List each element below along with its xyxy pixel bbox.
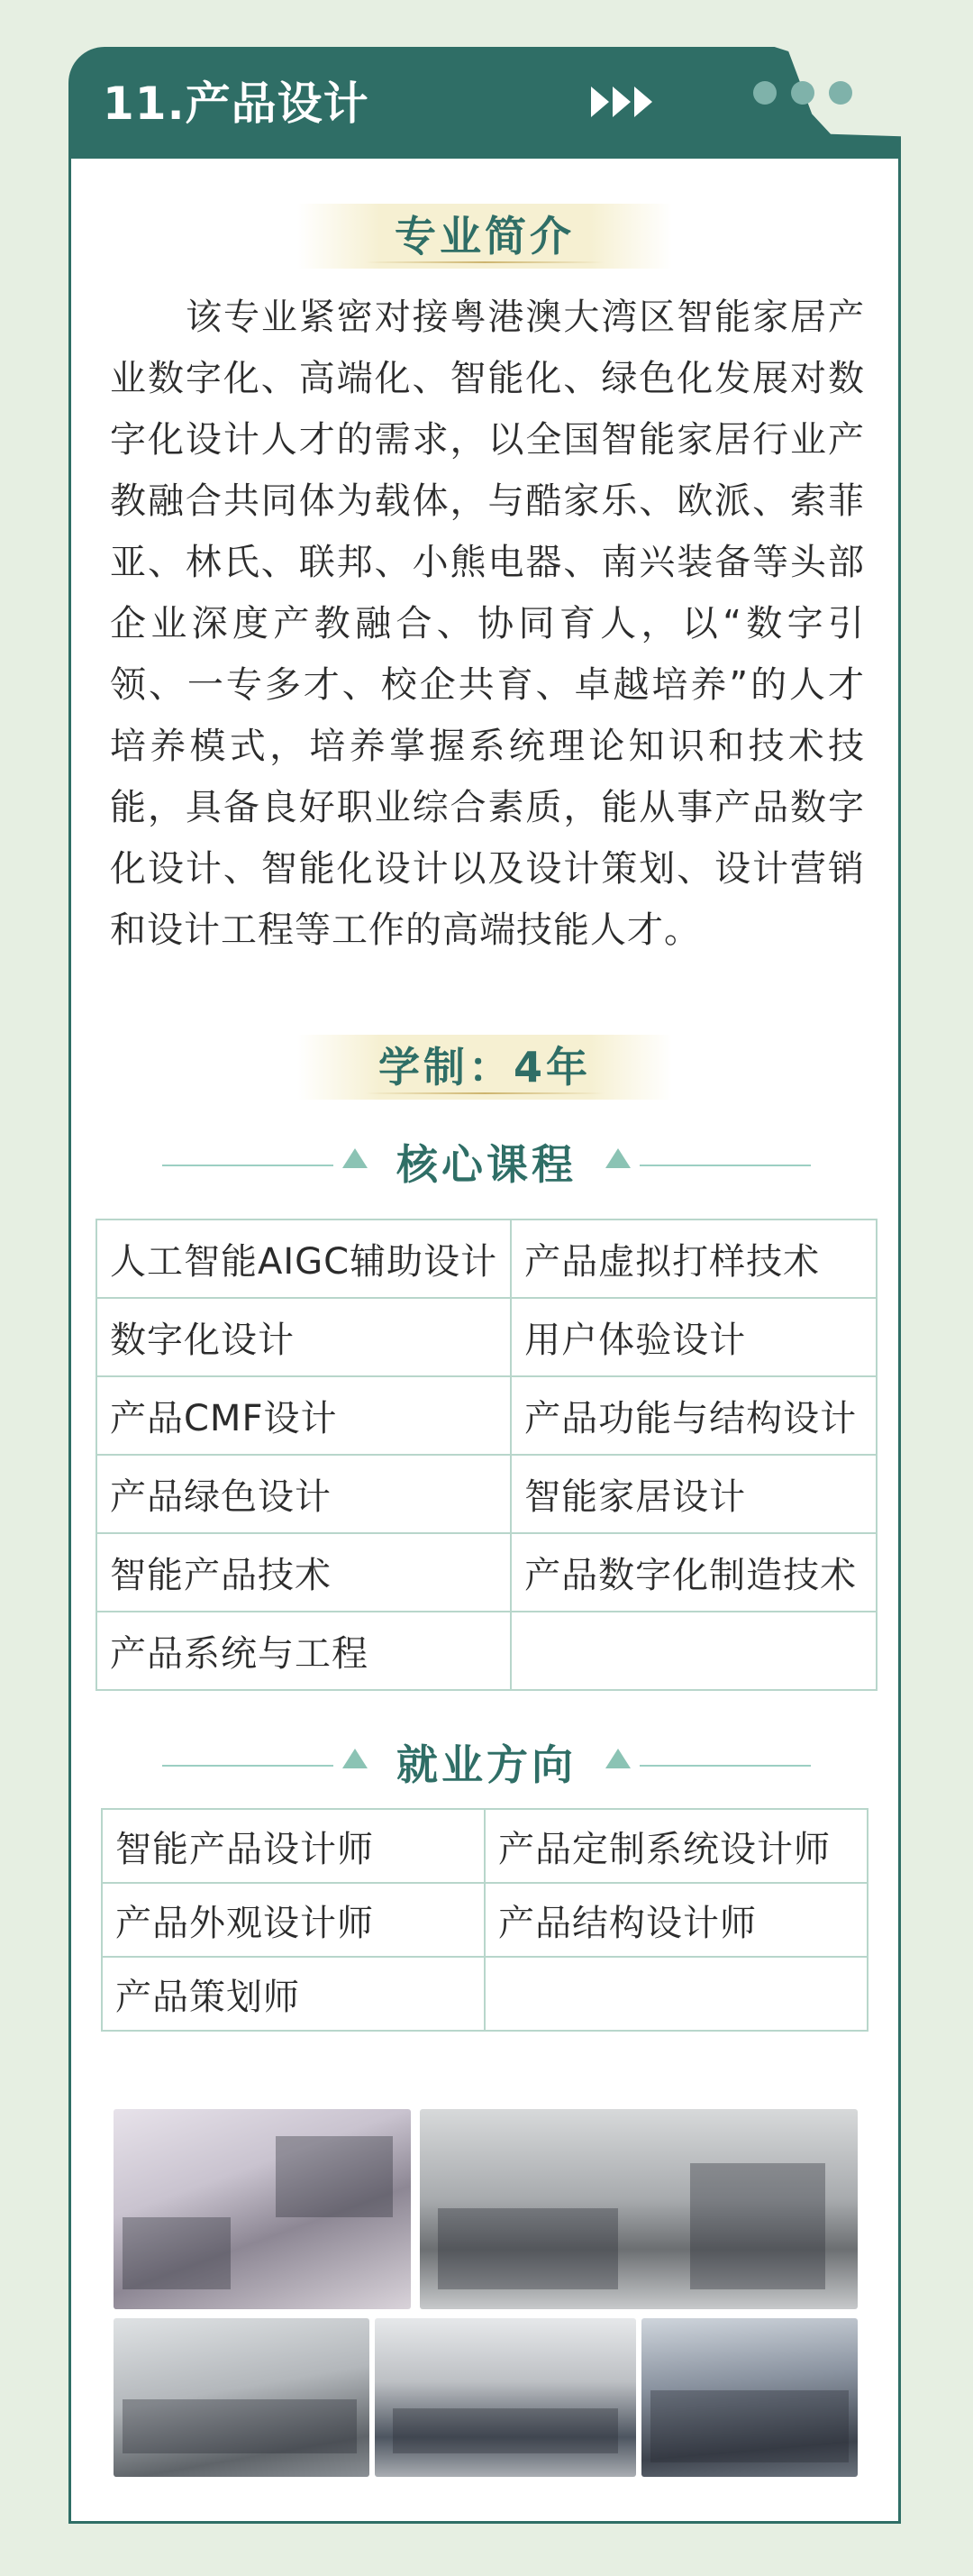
table-row — [96, 1376, 877, 1455]
arrow-right-icon — [591, 87, 609, 117]
course-cell: 智能产品技术 — [96, 1533, 511, 1612]
table-row — [102, 1883, 868, 1957]
dot-icon — [753, 81, 777, 105]
course-cell: 人工智能AIGC辅助设计 — [96, 1219, 511, 1298]
arrow-right-icon — [634, 87, 652, 117]
table-row — [96, 1612, 877, 1690]
triangle-icon — [605, 1749, 631, 1768]
triangle-icon — [605, 1148, 631, 1168]
photo-computer-lab — [114, 2318, 369, 2477]
duration-label: 学制：4年 — [297, 1035, 672, 1100]
table-row — [102, 1957, 868, 2031]
intro-heading: 专业简介 — [297, 204, 672, 269]
photo-classroom-collage — [114, 2109, 411, 2309]
job-cell — [485, 1957, 868, 2031]
dot-icon — [829, 81, 852, 105]
course-cell: 数字化设计 — [96, 1298, 511, 1376]
arrows-decoration — [591, 87, 652, 117]
divider-line — [640, 1165, 811, 1166]
photo-lecture-hall — [641, 2318, 858, 2477]
courses-section-header — [162, 1137, 811, 1192]
photo-workshop-machines — [420, 2109, 858, 2309]
job-cell: 产品结构设计师 — [485, 1883, 868, 1957]
page-title: 11.产品设计 — [103, 78, 369, 130]
course-cell: 产品数字化制造技术 — [511, 1533, 877, 1612]
course-cell: 产品绿色设计 — [96, 1455, 511, 1533]
jobs-section-header — [162, 1738, 811, 1792]
intro-paragraph: 该专业紧密对接粤港澳大湾区智能家居产业数字化、高端化、智能化、绿色化发展对数字化设计人才的需求，以全国智能家居行业产教融合共同体为载体，与酷家乐、欧派、索菲亚、林氏、联邦、小熊电器、南兴装备等头部企业深度产教融合、协同育人，以“数字引领、一专多才、校企共育、卓越培养”的人才培养模式，培养掌握系统理论知识和技术技能，具备良好职业综合素质，能从事产品数字化设计、智能化设计以及设计策划、设计营销和设计工程等工作的高端技能人才。 — [110, 297, 865, 951]
jobs-table — [101, 1808, 868, 2032]
dots-decoration — [753, 81, 852, 105]
job-cell: 产品定制系统设计师 — [485, 1809, 868, 1883]
photo-group-students — [375, 2318, 636, 2477]
course-cell: 用户体验设计 — [511, 1298, 877, 1376]
course-cell: 产品系统与工程 — [96, 1612, 511, 1690]
job-cell: 产品策划师 — [102, 1957, 485, 2031]
course-cell: 产品功能与结构设计 — [511, 1376, 877, 1455]
course-cell — [511, 1612, 877, 1690]
table-row — [96, 1533, 877, 1612]
job-cell: 智能产品设计师 — [102, 1809, 485, 1883]
dot-icon — [791, 81, 814, 105]
table-row — [102, 1809, 868, 1883]
courses-table — [95, 1219, 878, 1691]
course-cell: 智能家居设计 — [511, 1455, 877, 1533]
table-row — [96, 1219, 877, 1298]
courses-heading: 核心课程 — [396, 1140, 577, 1189]
table-row — [96, 1455, 877, 1533]
course-cell: 产品虚拟打样技术 — [511, 1219, 877, 1298]
job-cell: 产品外观设计师 — [102, 1883, 485, 1957]
arrow-right-icon — [613, 87, 631, 117]
table-row — [96, 1298, 877, 1376]
course-cell: 产品CMF设计 — [96, 1376, 511, 1455]
divider-line — [640, 1765, 811, 1767]
jobs-heading: 就业方向 — [396, 1740, 577, 1789]
